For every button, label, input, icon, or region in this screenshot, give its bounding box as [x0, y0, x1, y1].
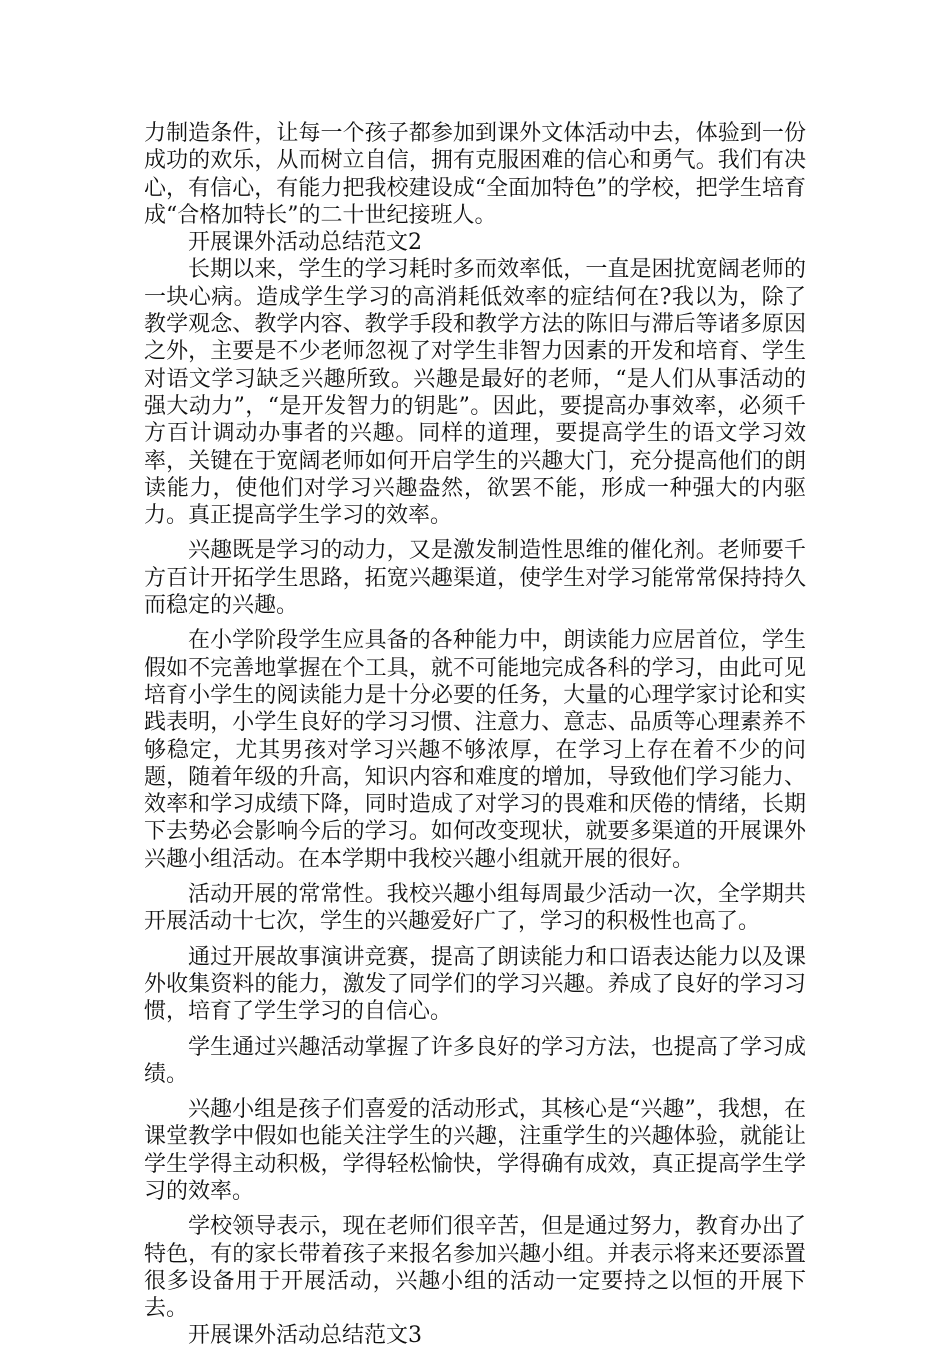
paragraph: 长期以来，学生的学习耗时多而效率低，一直是困扰宽阔老师的一块心病。造成学生学习的高消耗低效率的症结何在?我以为，除了教学观念、教学内容、教学手段和教学方法的陈旧与滞后等诸多原因之外，主要是不少老师忽视了对学生非智力因素的开发和培育、学生对语文学习缺乏兴趣所致。兴趣是最好的老师，“是人们从事活动的强大动力”，“是开发智力的钥匙”。因此，要提高办事效率，必须千方百计调动办事者的兴趣。同样的道理，要提高学生的语文学习效率，关键在于宽阔老师如何开启学生的兴趣大门，充分提高他们的朗读能力，使他们对学习兴趣盎然，欲罢不能，形成一种强大的内驱力。真正提高学生学习的效率。 [144, 257, 806, 529]
paragraph: 在小学阶段学生应具备的各种能力中，朗读能力应居首位，学生假如不完善地掌握在个工具，就不可能地完成各科的学习，由此可见培育小学生的阅读能力是十分必要的任务，大量的心理学家讨论和实践表明，小学生良好的学习习惯、注意力、意志、品质等心理素养不够稳定，尤其男孩对学习兴趣不够浓厚，在学习上存在着不少的问题，随着年级的升高，知识内容和难度的增加，导致他们学习能力、效率和学习成绩下降，同时造成了对学习的畏难和厌倦的情绪，长期下去势必会影响今后的学习。如何改变现状，就要多渠道的开展课外兴趣小组活动。在本学期中我校兴趣小组就开展的很好。 [144, 628, 806, 872]
paragraph: 学校领导表示，现在老师们很辛苦，但是通过努力，教育办出了特色，有的家长带着孩子来报名参加兴趣小组。并表示将来还要添置很多设备用于开展活动，兴趣小组的活动一定要持之以恒的开展下去。 [144, 1214, 806, 1322]
paragraph: 兴趣既是学习的动力，又是激发制造性思维的催化剂。老师要千方百计开拓学生思路，拓宽兴趣渠道，使学生对学习能常常保持持久而稳定的兴趣。 [144, 538, 806, 619]
paragraph-continuation: 力制造条件，让每一个孩子都参加到课外文体活动中去，体验到一份成功的欢乐，从而树立自信，拥有克服困难的信心和勇气。我们有决心，有信心，有能力把我校建设成“全面加特色”的学校，把学生培育成“合格加特长”的二十世纪接班人。 [144, 121, 806, 228]
document-body [144, 120, 806, 1350]
paragraph: 兴趣小组是孩子们喜爱的活动形式，其核心是“兴趣”，我想，在课堂教学中假如也能关注学生的兴趣，注重学生的兴趣体验，就能让学生学得主动积极，学得轻松愉快，学得确有成效，真正提高学生学习的效率。 [144, 1097, 806, 1204]
paragraph: 通过开展故事演讲竞赛，提高了朗读能力和口语表达能力以及课外收集资料的能力，激发了同学们的学习兴趣。养成了良好的学习习惯，培育了学生学习的自信心。 [144, 944, 806, 1025]
section-heading-2: 开展课外活动总结范文2 [188, 230, 422, 256]
paragraph: 学生通过兴趣活动掌握了许多良好的学习方法，也提高了学习成绩。 [144, 1034, 806, 1087]
section-heading-3: 开展课外活动总结范文3 [188, 1323, 422, 1349]
paragraph: 活动开展的常常性。我校兴趣小组每周最少活动一次，全学期共开展活动十七次，学生的兴趣爱好广了，学习的积极性也高了。 [144, 882, 806, 935]
